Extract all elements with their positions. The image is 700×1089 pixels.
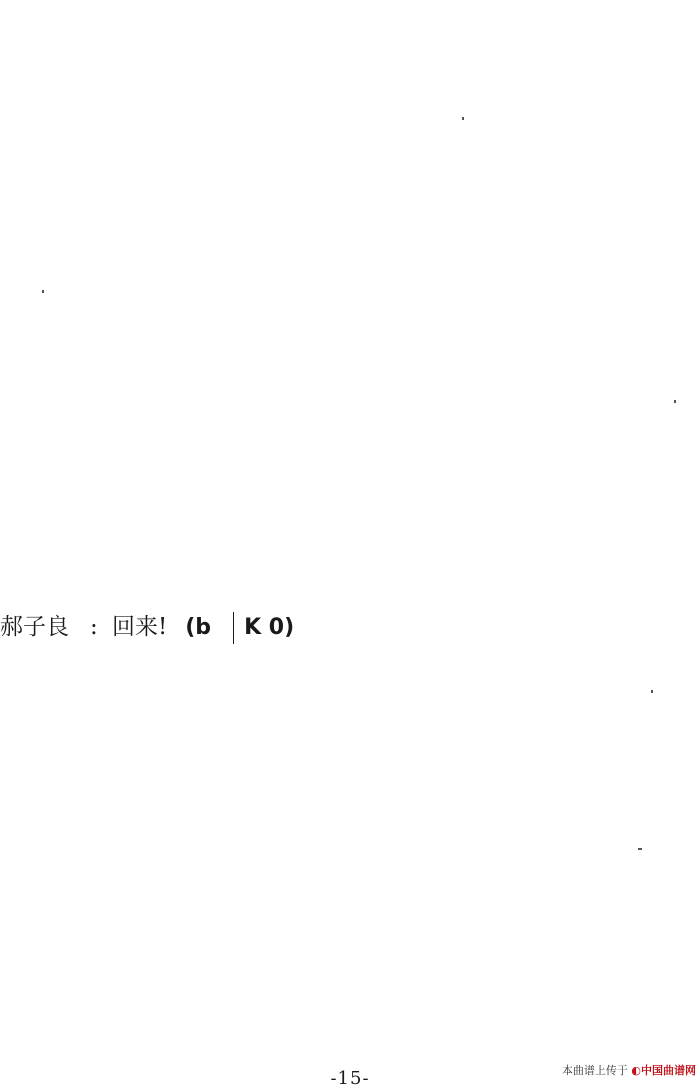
site-name: 中国曲谱网 bbox=[641, 1064, 696, 1077]
speaker-label: 郝子良 bbox=[0, 614, 69, 640]
colon: : bbox=[90, 614, 98, 640]
speech-text: 回来! bbox=[112, 614, 168, 640]
bar-line bbox=[233, 612, 234, 644]
percussion-notation: (b K 0) bbox=[185, 609, 294, 646]
scan-speck bbox=[638, 848, 642, 850]
scan-speck bbox=[651, 690, 653, 693]
speech-with-notation bbox=[112, 608, 294, 646]
site-logo-icon: ◐ bbox=[631, 1064, 641, 1077]
scan-speck bbox=[42, 290, 44, 293]
credit-text: 本曲谱上传于 bbox=[561, 1064, 628, 1077]
page-number: -15- bbox=[330, 1068, 370, 1089]
dialogue-line bbox=[0, 608, 700, 646]
scan-speck bbox=[462, 117, 464, 120]
scan-speck bbox=[674, 400, 676, 403]
